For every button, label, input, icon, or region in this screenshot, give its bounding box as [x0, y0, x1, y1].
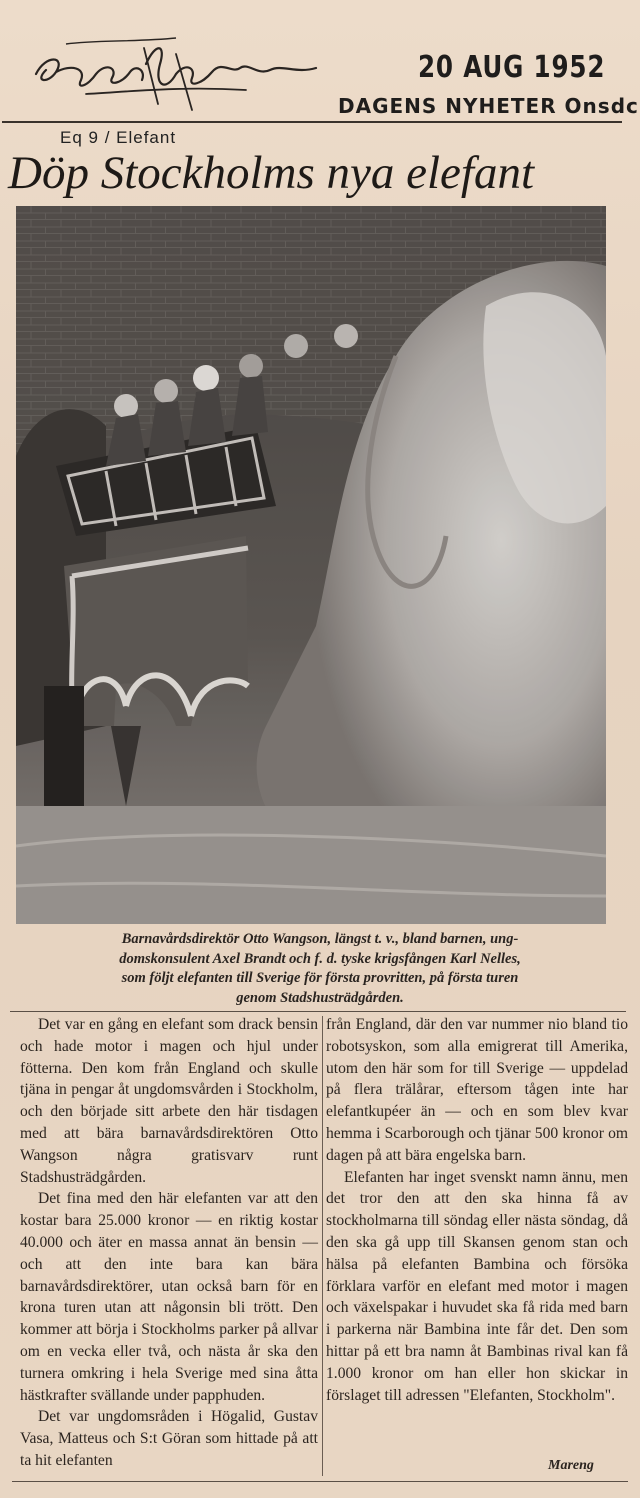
article-column-right	[326, 1014, 628, 1406]
newspaper-name-stamp: DAGENS NYHETER Onsdc	[338, 94, 639, 118]
column-divider	[322, 1016, 323, 1476]
top-rule	[2, 121, 622, 123]
photo-caption	[22, 930, 618, 1008]
article-photo	[16, 206, 606, 924]
bottom-rule	[12, 1481, 628, 1482]
caption-line: domskonsulent Axel Brandt och f. d. tyske krigsfången Karl Nelles,	[119, 950, 521, 967]
article-paragraph: Det var ungdomsråden i Högalid, Gustav Vasa, Matteus och S:t Göran som hittade på att ta hit elefanten	[20, 1408, 318, 1469]
article-column-left	[20, 1014, 318, 1472]
article-paragraph: Det fina med den här elefanten var att den kostar bara 25.000 kronor — en riktig kostar 40.000 och äter en massa annat än bensin — och att den inte bara kan bära barnavårdsdirektörer, utan också barn för en krona turen utan att någonsin bli trött. Den kommer att börja i Stockholms parker på allvar om en vecka eller två, och nästa år ska den turnera omkring i hela Sverige med sina åtta hästkrafter svällande under papphuden.	[20, 1190, 318, 1404]
author-byline: Mareng	[548, 1458, 594, 1473]
caption-line: som följt elefanten till Sverige för första provritten, på första turen	[121, 970, 519, 986]
handwritten-signature	[26, 34, 356, 114]
photo-elephant-ride	[16, 206, 606, 924]
caption-rule	[10, 1011, 626, 1012]
date-stamp: 20 AUG 1952	[418, 50, 606, 85]
article-headline: Döp Stockholms nya elefant	[8, 147, 535, 199]
article-paragraph: från England, där den var nummer nio bland tio robotsyskon, som alla emigrerat till Amerika, utom den här som for till Sverige — uppdelad på flera trälårar, eftersom tågen inte har elefantkupéer än — och en som blev kvar hemma i Scarborough och tjänar 500 kronor om dagen på att bära engelska barn.	[326, 1016, 628, 1164]
caption-line: Barnavårdsdirektör Otto Wangson, längst t. v., bland barnen, ung-	[121, 931, 519, 947]
caption-line: genom Stadshusträdgården.	[236, 989, 404, 1006]
archive-category-note: Eq 9 / Elefant	[60, 128, 177, 147]
article-paragraph: Det var en gång en elefant som drack bensin och hade motor i magen och hjul under fötterna. Den kom från England och skulle tjäna in pengar åt ungdomsvården i Stockholm, och den började sitt arbete den här tisdagen med att bära barnavårdsdirektören Otto Wangson några gratisvarv runt Stadshusträdgården.	[20, 1016, 318, 1186]
article-paragraph: Elefanten har inget svenskt namn ännu, men det tror den att den ska hinna få av stockholmarna till söndag eller nästa söndag, då den ska gå upp till Skansen genom stan och hälsa på elefanten Bambina och försöka förklara varför en elefant med motor i magen och växelspakar i huvudet ska få rida med barn i parkerna när Bambina inte får det. Den som hittar på ett bra namn åt Bambinas rival kan få 1.000 kronor om han eller hon skickar in förslaget till adressen "Elefanten, Stockholm".	[326, 1168, 628, 1404]
